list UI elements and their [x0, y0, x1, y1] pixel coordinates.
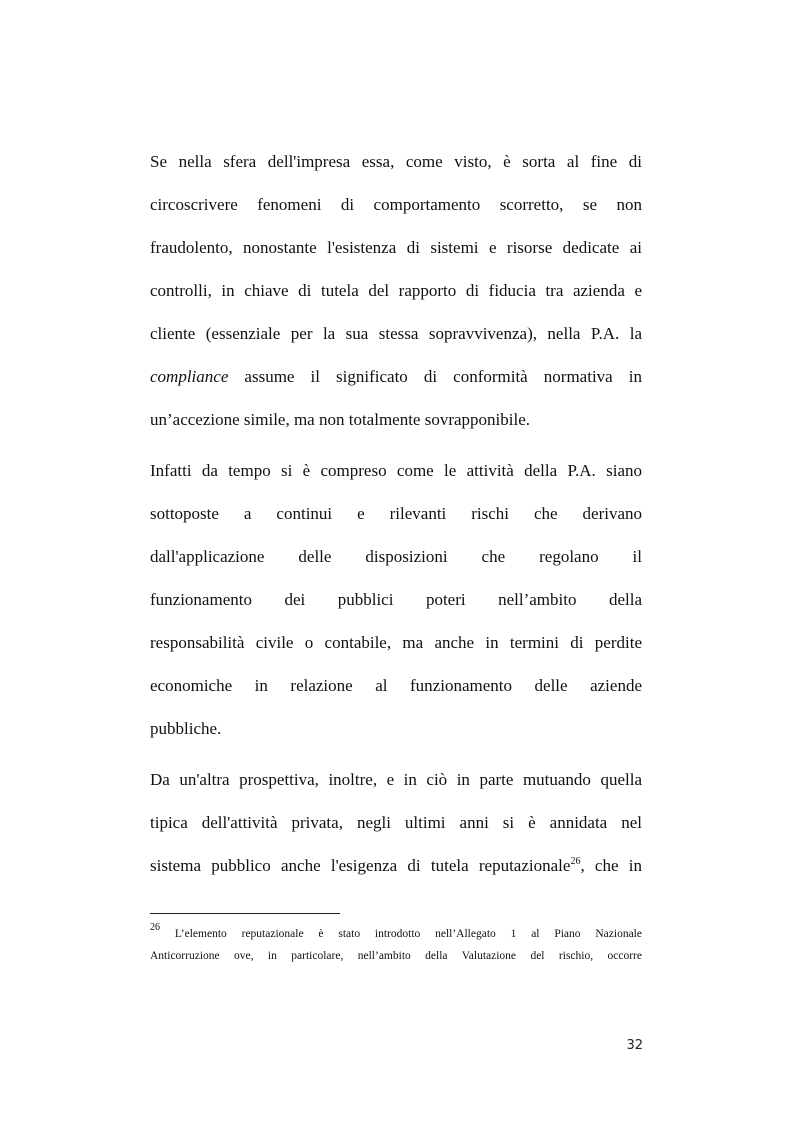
body-text: [150, 140, 642, 895]
paragraph-line: [150, 355, 642, 398]
italic-term: compliance: [150, 367, 229, 386]
paragraph-line: Infatti da tempo si è compreso come le attività della P.A. siano: [150, 461, 642, 480]
paragraph-line: funzionamento dei pubblici poteri nell’ambito della: [150, 590, 642, 609]
footnote-number: 26: [150, 922, 160, 933]
paragraph-line: Da un'altra prospettiva, inoltre, e in ciò in parte mutuando quella: [150, 770, 642, 789]
footnote-text: L’elemento reputazionale è stato introdotto nell’Allegato 1 al Piano Nazionale: [160, 928, 642, 940]
paragraph-line: circoscrivere fenomeni di comportamento scorretto, se non: [150, 195, 642, 214]
paragraph-2: [150, 449, 642, 750]
paragraph-3: [150, 758, 642, 887]
paragraph-1: [150, 140, 642, 441]
page-number: 32: [626, 1038, 643, 1053]
footnote-line: Anticorruzione ove, in particolare, nell’ambito della Valutazione del rischio, occorre: [150, 950, 642, 962]
paragraph-line: responsabilità civile o contabile, ma anche in termini di perdite: [150, 633, 642, 652]
footnote-reference[interactable]: 26: [570, 856, 581, 867]
line-text: , che in: [580, 856, 642, 875]
paragraph-line: dall'applicazione delle disposizioni che regolano il: [150, 547, 642, 566]
paragraph-line: [150, 844, 642, 887]
footnote-separator: [150, 913, 340, 914]
paragraph-line: cliente (essenziale per la sua stessa sopravvivenza), nella P.A. la: [150, 324, 642, 343]
paragraph-line: Se nella sfera dell'impresa essa, come visto, è sorta al fine di: [150, 152, 642, 171]
paragraph-last-line: un’accezione simile, ma non totalmente sovrapponibile.: [150, 410, 531, 429]
paragraph-last-line: pubbliche.: [150, 719, 222, 738]
footnote-line: [150, 923, 642, 945]
footnote: [150, 923, 642, 967]
paragraph-line: tipica dell'attività privata, negli ultimi anni si è annidata nel: [150, 813, 642, 832]
line-text: sistema pubblico anche l'esigenza di tutela reputazionale: [150, 856, 571, 875]
paragraph-line: controlli, in chiave di tutela del rapporto di fiducia tra azienda e: [150, 281, 642, 300]
paragraph-line: economiche in relazione al funzionamento delle aziende: [150, 676, 642, 695]
paragraph-line: sottoposte a continui e rilevanti rischi che derivano: [150, 504, 642, 523]
paragraph-line: fraudolento, nonostante l'esistenza di sistemi e risorse dedicate ai: [150, 238, 642, 257]
line-text: assume il significato di conformità normativa in: [228, 367, 642, 386]
